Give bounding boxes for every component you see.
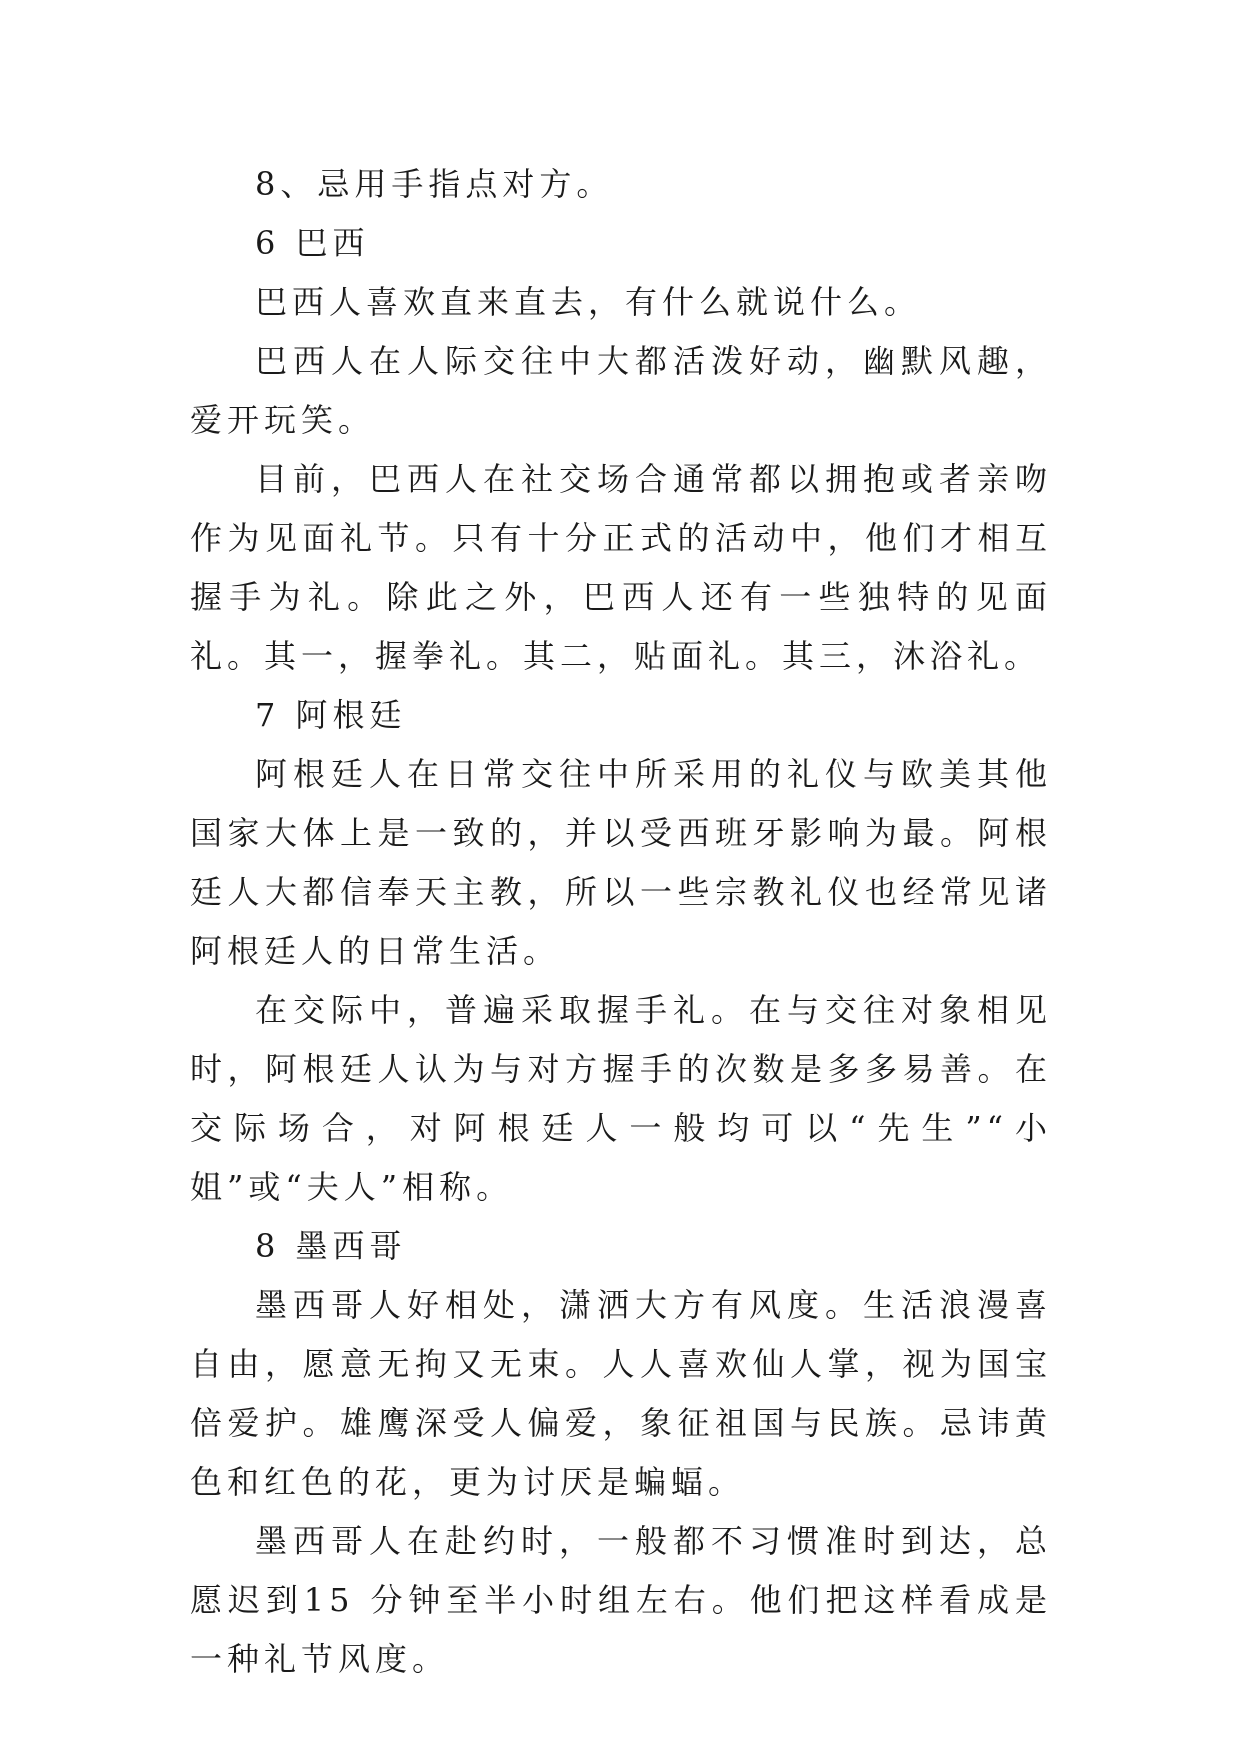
- paragraph-brazil-humor: 巴西人在人际交往中大都活泼好动，幽默风趣，爱开玩笑。: [190, 342, 1052, 439]
- paragraph-mexico-character: 墨西哥人好相处，潇洒大方有风度。生活浪漫喜自由，愿意无拘又无束。人人喜欢仙人掌，视为国宝倍爱护。雄鹰深受人偏爱，象征祖国与民族。忌讳黄色和红色的花，更为讨厌是蝙蝠。: [190, 1286, 1052, 1501]
- section-heading-brazil: 6 巴西: [255, 224, 370, 262]
- section-heading-mexico: 8 墨西哥: [255, 1227, 407, 1265]
- document-body: [190, 155, 1052, 1689]
- section-heading-argentina: 7 阿根廷: [255, 696, 407, 734]
- paragraph-brazil-direct: 巴西人喜欢直来直去，有什么就说什么。: [255, 283, 922, 321]
- paragraph-brazil-greetings: 目前，巴西人在社交场合通常都以拥抱或者亲吻作为见面礼节。只有十分正式的活动中，他们才相互握手为礼。除此之外，巴西人还有一些独特的见面礼。其一，握拳礼。其二，贴面礼。其三，沐浴礼。: [190, 460, 1052, 675]
- paragraph-mexico-punctuality: 墨西哥人在赴约时，一般都不习惯准时到达，总愿迟到15 分钟至半小时组左右。他们把这样看成是一种礼节风度。: [190, 1522, 1052, 1678]
- paragraph-argentina-handshake: 在交际中，普遍采取握手礼。在与交往对象相见时，阿根廷人认为与对方握手的次数是多多易善。在交际场合，对阿根廷人一般均可以“先生”“小姐”或“夫人”相称。: [190, 991, 1052, 1206]
- list-item-avoid-pointing: 8、忌用手指点对方。: [255, 165, 614, 203]
- paragraph-argentina-etiquette: 阿根廷人在日常交往中所采用的礼仪与欧美其他国家大体上是一致的，并以受西班牙影响为最。阿根廷人大都信奉天主教，所以一些宗教礼仪也经常见诸阿根廷人的日常生活。: [190, 755, 1052, 970]
